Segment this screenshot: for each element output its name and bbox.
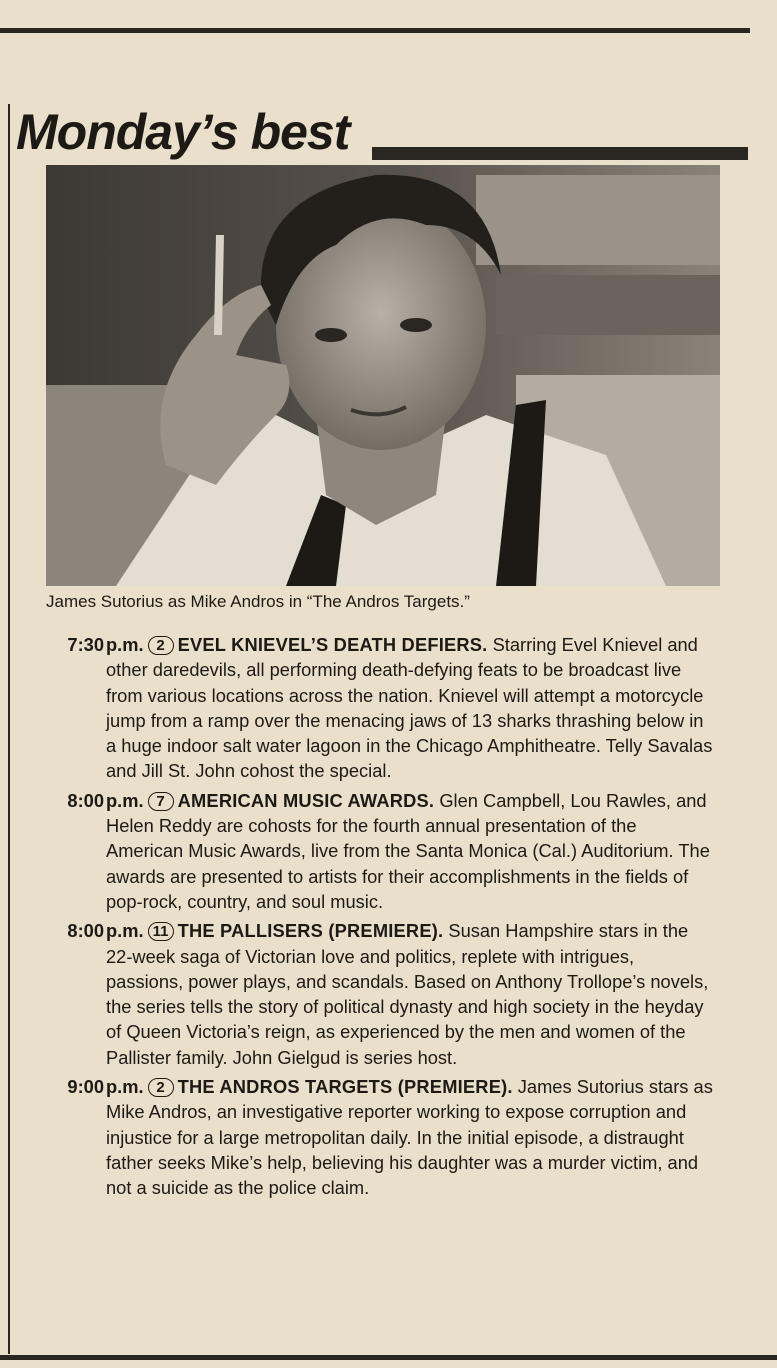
listing-item [40,632,716,784]
heading-rule [372,147,748,160]
photo-illustration [46,165,720,586]
top-rule [0,28,750,33]
listing-description: Starring Evel Knievel and other daredevils, all performing death-defying feats to be broadcast live from various locations across the nation. Knievel will attempt a motorcycle jump from a ramp over the menacing jaws of 13 sharks thrashing below in a huge indoor salt water lagoon in the Chicago Amphitheatre. Telly Savalas and Jill St. John cohost the special. [106,634,713,782]
channel-badge: 7 [148,792,174,811]
listing-ampm: p.m. [106,920,144,942]
listing-item [40,1074,716,1200]
listing-description: Glen Campbell, Lou Rawles, and Helen Reddy are cohosts for the fourth annual presentation of the American Music Awards, live from the Santa Monica (Cal.) Auditorium. The awards are presented to artists for their accomplishments in the fields of pop-rock, country, and soul music. [106,789,710,912]
listing-time: 8:00 [67,920,104,942]
listing-title: THE ANDROS TARGETS (PREMIERE). [177,1076,513,1098]
section-heading: Monday’s best [16,104,350,160]
listing-ampm: p.m. [106,634,144,655]
channel-badge: 2 [148,636,174,655]
photo [46,165,720,586]
tv-listings [40,632,716,1205]
listing-item [40,788,716,914]
photo-caption: James Sutorius as Mike Andros in “The Andros Targets.” [46,592,470,611]
bottom-rule [0,1355,777,1360]
listing-time: 8:00 [67,789,104,811]
channel-badge: 2 [148,1078,174,1097]
listing-time: 9:00 [67,1076,104,1098]
listing-time: 7:30 [67,634,104,655]
listing-ampm: p.m. [106,789,144,811]
listing-title: AMERICAN MUSIC AWARDS. [177,789,435,811]
listing-ampm: p.m. [106,1076,144,1098]
listing-description: James Sutorius stars as Mike Andros, an investigative reporter working to expose corruption and injustice for a large metropolitan daily. In the initial episode, a distraught father seeks Mike’s help, believing his daughter was a murder victim, and not a suicide as the police claim. [106,1076,713,1199]
listing-title: EVEL KNIEVEL’S DEATH DEFIERS. [177,634,488,655]
left-rule [8,104,10,1354]
listing-title: THE PALLISERS (PREMIERE). [177,920,444,942]
listing-item [40,918,716,1070]
listing-description: Susan Hampshire stars in the 22-week saga of Victorian love and politics, replete with intrigues, passions, power plays, and scandals. Based on Anthony Trollope’s novels, the series tells the story of political dynasty and high society in the heyday of Queen Victoria’s reign, as experienced by the men and women of the Pallister family. John Gielgud is series host. [106,920,709,1068]
channel-badge: 11 [148,922,174,941]
